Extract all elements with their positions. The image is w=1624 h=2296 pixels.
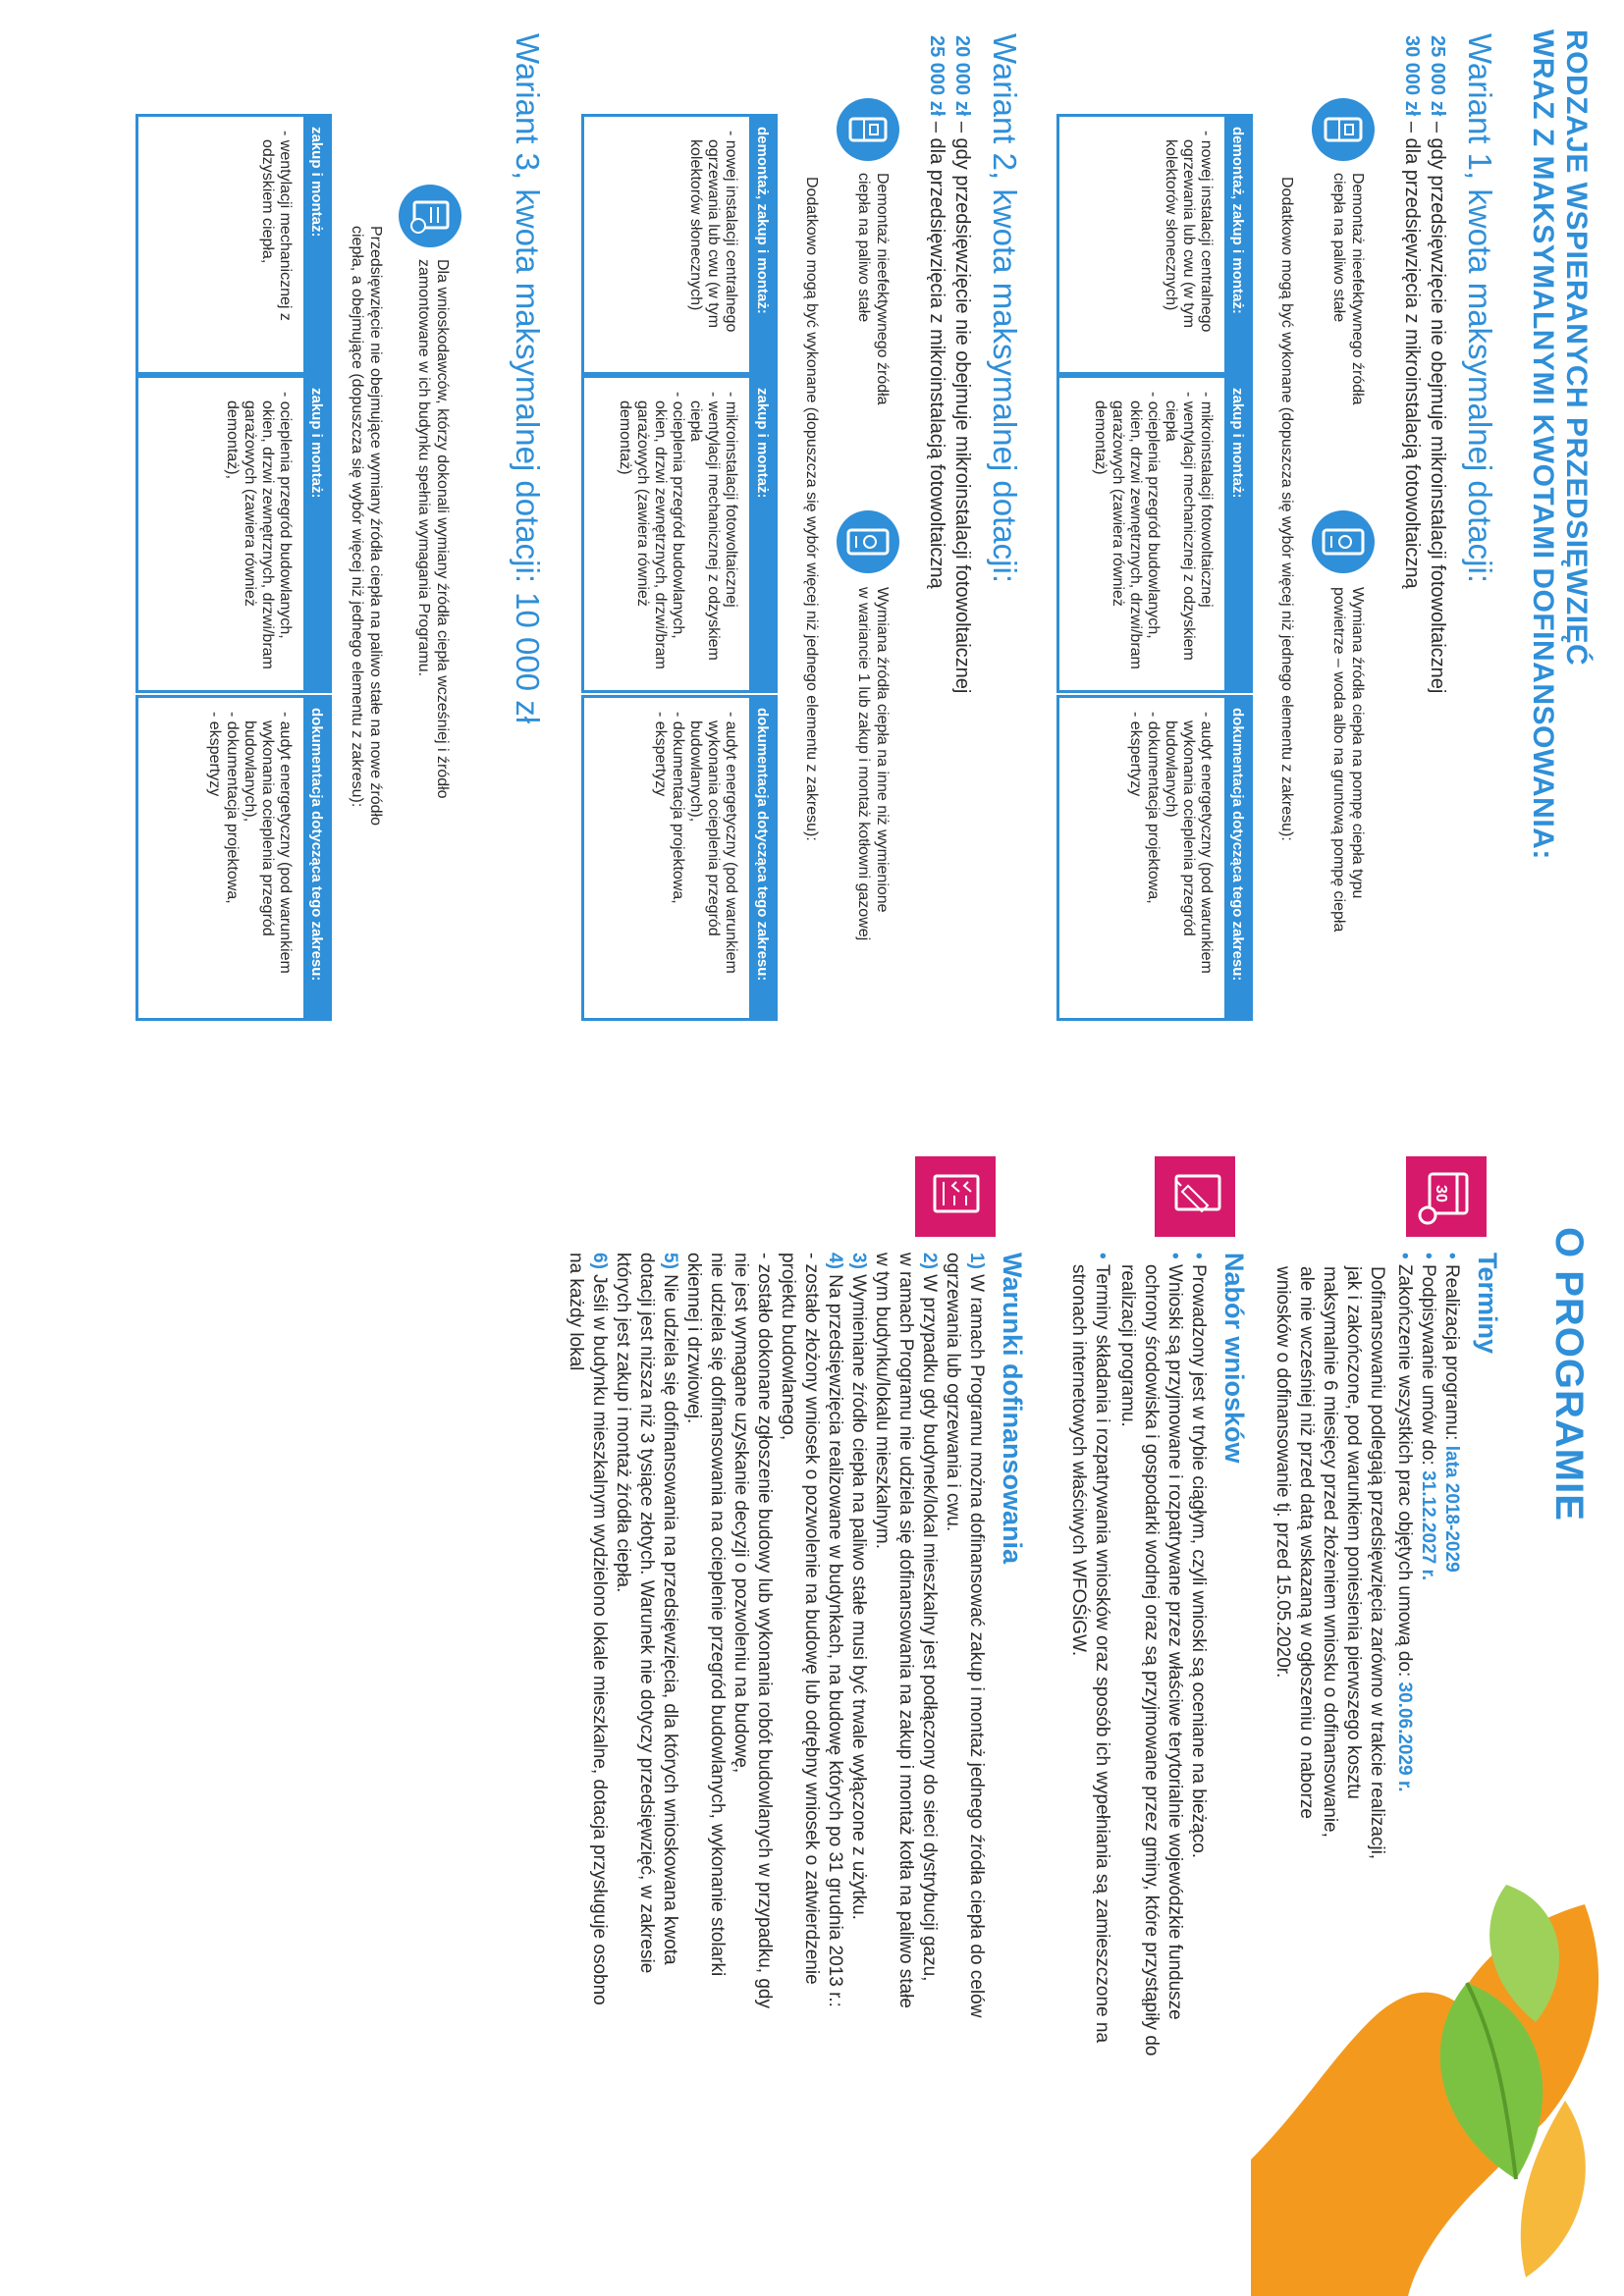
- box-list-item: - dokumentacja projektowa,: [1144, 712, 1162, 1010]
- warunki-line: [681, 1253, 705, 2017]
- warunki-line-text: W ramach Programu można dofinansować zakup i montaż jednego źródła ciepła do celów: [966, 1268, 987, 2018]
- box-list-item: - ocieplenia przegród budowlanych, okien, drzwi zewnętrznych, drzwi/bram garażowych (zawiera również demontaż): [1091, 392, 1162, 682]
- warunki-list: [564, 1253, 988, 2017]
- nabor-title: Nabór wniosków: [1219, 1253, 1249, 1464]
- terminy-paragraph: [1271, 1266, 1388, 1859]
- warunki-line-text: ogrzewania lub ogrzewania i cwu.: [943, 1253, 963, 1532]
- terminy-para-line: ale nie wcześniej niż przed datą wskazaną w ogłoszeniu o naborze: [1296, 1266, 1317, 1819]
- terminy-l2-text: Podpisywanie umów do:: [1418, 1263, 1438, 1471]
- warunki-line-text: dotacji jest niższa niż 3 tysiące złotych. Warunek nie dotyczy przedsięwzięć, w zakresie: [636, 1253, 657, 1974]
- box-list-item: - audyt energetyczny (pod warunkiem wykonania ocieplenia przegród budowlanych),: [241, 712, 294, 1010]
- variant2-item1: [854, 173, 892, 405]
- calendar-icon: [1406, 1156, 1487, 1237]
- nabor-b3-line-text: Terminy składania i rozpatrywania wniosków oraz sposób ich wypełniania są zamieszczone na: [1092, 1263, 1112, 2044]
- warunki-line-number: 6): [589, 1253, 610, 1269]
- warunki-line-text: projektu budowlanego,: [778, 1253, 798, 1441]
- terminy-para-line: jak i zakończone, pod warunkiem poniesienia pierwszego kosztu: [1343, 1266, 1364, 1799]
- warunki-line-text: w tym budynku/lokalu mieszkalnym.: [872, 1253, 893, 1549]
- variant2-amount1-text: – gdy przedsięwzięcie nie obejmuje mikroinstalacji fotowoltaicznej: [951, 116, 973, 694]
- box-list: [1126, 698, 1215, 1018]
- terminy-realizacja: [1439, 1253, 1463, 1573]
- box-header: demontaż, zakup i montaż:: [1224, 117, 1250, 372]
- variant2-item1-line2: ciepła na paliwo stałe: [855, 173, 872, 323]
- heat-pump-icon: [1312, 510, 1375, 573]
- variant2-item1-line1: Demontaż nieefektywnego źródła: [874, 173, 891, 405]
- box-list: [205, 698, 294, 1018]
- nabor-bullet1: [1186, 1253, 1210, 1858]
- box-list-item: - ekspertyzy: [205, 712, 223, 1010]
- box-list: [651, 698, 739, 1018]
- boiler-icon: [837, 510, 899, 573]
- box-list-item: - mikroinstalacji fotowoltaicznej: [722, 392, 739, 682]
- terminy-zakonczenie: [1392, 1253, 1416, 1792]
- box-header: dokumentacja dotycząca tego zakresu:: [303, 698, 329, 1018]
- warunki-line: [917, 1253, 941, 2017]
- warunki-line: [799, 1253, 823, 2017]
- variant2-box-zakup: [581, 375, 778, 693]
- box-list-item: - mikroinstalacji fotowoltaicznej: [1197, 392, 1215, 682]
- box-list-item: - nowej instalacji centralnego ogrzewania lub cwu (w tym kolektorów słonecznych): [1162, 131, 1215, 364]
- nabor-bullet3: [1066, 1253, 1113, 2043]
- terminy-podpisywanie: [1416, 1253, 1439, 1580]
- variant1-box-demontaz: [1056, 114, 1253, 375]
- warunki-line-text: okiennej i drzwiowej.: [683, 1253, 704, 1424]
- variant2-amount1-value: 20 000 zł: [951, 35, 973, 117]
- variant3-desc-line1: Dla wnioskodawców, którzy dokonali wymiany źródła ciepła wcześniej i źródło: [434, 259, 451, 799]
- box-header: dokumentacja dotycząca tego zakresu:: [749, 698, 775, 1018]
- variant2-item2: [854, 587, 892, 940]
- box-list-item: - ekspertyzy: [651, 712, 669, 1010]
- calendar-icon-text: 30: [1433, 1185, 1449, 1202]
- variant1-amount2: [1398, 35, 1426, 589]
- terminy-l3-text: Zakończenie wszystkich prac objętych umową do:: [1394, 1263, 1415, 1682]
- variant1-extra-note: Dodatkowo mogą być wykonane (dopuszcza się wybór więcej niż jednego elementu z zakresu):: [1278, 177, 1295, 841]
- box-header: zakup i montaż:: [1224, 378, 1250, 690]
- variant1-item1-line2: ciepła na paliwo stałe: [1330, 173, 1347, 323]
- bullet-dot: •: [1188, 1253, 1209, 1264]
- warunki-line-text: nie udziela się dofinansowania na ocieplenie przegród budowlanych, wykonanie stolarki: [707, 1253, 728, 1977]
- variant3-title: Wariant 3, kwota maksymalnej dotacji: 10 000 zł: [510, 33, 546, 724]
- warunki-line: [658, 1253, 681, 2017]
- variant2-item2-line1: Wymiana źródła ciepła na inne niż wymienione: [874, 587, 891, 913]
- nabor-b1-text: Prowadzony jest w trybie ciągłym, czyli wnioski są oceniane na bieżąco.: [1188, 1263, 1209, 1859]
- warunki-line: [941, 1253, 964, 2017]
- warunki-line: [846, 1253, 870, 2017]
- checklist-icon: [915, 1156, 996, 1237]
- box-list: [686, 117, 739, 372]
- box-list-item: - audyt energetyczny (pod warunkiem wykonania ocieplenia przegród budowlanych),: [686, 712, 739, 1010]
- box-list-item: - wentylacji mechanicznej z odzyskiem ciepła,: [258, 131, 294, 364]
- types-heading-line1: RODZAJE WSPIERANYCH PRZEDSIĘWZIĘĆ: [1560, 29, 1593, 667]
- nabor-b2-line: realizacji programu.: [1117, 1264, 1138, 1427]
- warunki-line-text: - zostało złożony wniosek o pozwolenie na budowę lub odrębny wniosek o zatwierdzenie: [801, 1253, 822, 1985]
- warunki-line-number: 5): [660, 1253, 680, 1269]
- variant2-amount2-value: 25 000 zł: [926, 35, 947, 117]
- variant2-amount1: [948, 35, 976, 693]
- variant2-box-dokumentacja: [581, 695, 778, 1021]
- variant1-box-dokumentacja: [1056, 695, 1253, 1021]
- terminy-l1-text: Realizacja programu:: [1441, 1263, 1462, 1446]
- nabor-b2-line-text: Wnioski są przyjmowane i rozpatrywane przez właściwe terytorialnie wojewódzkie fundusze: [1164, 1263, 1185, 2020]
- bullet-dot: •: [1394, 1253, 1415, 1264]
- box-list: [223, 378, 294, 690]
- variant1-item2: [1329, 587, 1367, 932]
- variant2-amount2: [923, 35, 950, 589]
- variant2-item2-line2: w wariancie 1 lub zakup i montaż kotłowni gazowej: [855, 587, 872, 941]
- variant1-box-zakup: [1056, 375, 1253, 693]
- hand-leaves-icon: [1251, 1865, 1624, 2296]
- box-list-item: - ocieplenia przegród budowlanych, okien, drzwi zewnętrznych, drzwi/bram garażowych (zawiera również demontaż): [616, 392, 686, 682]
- box-list-item: - ekspertyzy: [1126, 712, 1144, 1010]
- variant1-item1: [1329, 173, 1367, 405]
- box-list-item: - dokumentacja projektowa,: [669, 712, 686, 1010]
- bullet-dot: •: [1418, 1253, 1438, 1264]
- variant3-extra-line2: ciepła, a obejmujące (dopuszcza się wybór więcej niż jednego elementu z zakresu):: [349, 226, 365, 808]
- warunki-line-number: 4): [825, 1253, 845, 1269]
- box-list-item: - ocieplenia przegród budowlanych, okien, drzwi zewnętrznych, drzwi/bram garażowych (zawiera również demontaż),: [223, 392, 294, 682]
- terminy-para-line: maksymalnie 6 miesięcy przed złożeniem wniosku o dofinansowanie,: [1320, 1266, 1340, 1838]
- warunki-line: [729, 1253, 752, 2017]
- box-list-item: - wentylacji mechanicznej z odzyskiem ciepła: [1162, 392, 1197, 682]
- warunki-line-number: 1): [966, 1253, 987, 1269]
- box-header: zakup i montaż:: [303, 378, 329, 690]
- warunki-line-number: 3): [848, 1253, 869, 1269]
- warunki-line: [564, 1253, 587, 2017]
- terminy-l2-value: 31.12.2027 r.: [1418, 1470, 1438, 1581]
- variant1-amount1-text: – gdy przedsięwzięcie nie obejmuje mikroinstalacji fotowoltaicznej: [1427, 116, 1448, 694]
- warunki-line: [964, 1253, 988, 2017]
- bullet-dot: •: [1164, 1253, 1185, 1264]
- warunki-line: [611, 1253, 634, 2017]
- nabor-b2-line: [1163, 1253, 1186, 2056]
- warunki-line: [752, 1253, 776, 2017]
- warunki-line-text: w ramach Programu nie udziela się dofinansowania na zakup i montaż kotła na paliwo stałe: [895, 1253, 916, 2008]
- document-check-icon: [399, 185, 461, 247]
- warunki-line-text: Jeśli w budynku mieszkalnym wydzielono lokale mieszkalne, dotacja przysługuje osobno: [589, 1268, 610, 2005]
- application-form-icon: [1155, 1156, 1235, 1237]
- stove-icon: [1312, 98, 1375, 161]
- nabor-b3-line: [1090, 1253, 1113, 2043]
- variant1-amount1: [1424, 35, 1451, 693]
- warunki-line: [634, 1253, 658, 2017]
- warunki-line-text: których jest zakup i montaż źródła ciepła.: [613, 1253, 633, 1593]
- o-programie-title: O PROGRAMIE: [1547, 1227, 1591, 1522]
- terminy-para-line: Dofinansowaniu podlegają przedsięwzięcia zarówno w trakcie realizacji,: [1367, 1266, 1387, 1860]
- variant1-amount2-text: – dla przedsięwzięcia z mikroinstalacją fotowoltaiczną: [1401, 116, 1423, 589]
- warunki-line: [705, 1253, 729, 2017]
- variant1-item2-line1: Wymiana źródła ciepła na pompę ciepła typu: [1349, 587, 1366, 899]
- variant1-amount2-value: 30 000 zł: [1401, 35, 1423, 117]
- bullet-dot: •: [1092, 1253, 1112, 1264]
- box-list-item: - audyt energetyczny (pod warunkiem wykonania ocieplenia przegród budowlanych): [1162, 712, 1215, 1010]
- warunki-line: [893, 1253, 917, 2017]
- box-list: [616, 378, 739, 690]
- warunki-line-text: Wymieniane źródło ciepła na paliwo stałe musi być trwale wyłączone z użytku.: [848, 1268, 869, 1920]
- terminy-para-line: wniosków o dofinansowanie tj. przed 15.05.2020r.: [1272, 1266, 1293, 1679]
- variant3-extra-line1: Przedsięwzięcie nie obejmujące wymiany źródła ciepła na paliwo stałe na nowe źródło: [367, 226, 384, 826]
- variant3-box-dokumentacja: [135, 695, 332, 1021]
- variant1-amount1-value: 25 000 zł: [1427, 35, 1448, 117]
- warunki-line-text: Nie udziela się dofinansowania na przedsięwzięcia, dla których wnioskowana kwota: [660, 1268, 680, 1965]
- nabor-bullet2: [1115, 1253, 1186, 2056]
- variant1-title: Wariant 1, kwota maksymalnej dotacji:: [1462, 33, 1498, 583]
- box-list: [1091, 378, 1215, 690]
- variant2-box-demontaz: [581, 114, 778, 375]
- warunki-line-text: - zostało dokonane zgłoszenie budowy lub wykonania robót budowlanych w przypadku, gdy: [754, 1253, 775, 2008]
- terminy-l1-value: lata 2018-2029: [1441, 1445, 1462, 1573]
- box-list-item: - dokumentacja projektowa,: [223, 712, 241, 1010]
- warunki-line-text: nie jest wymagane uzyskanie decyzji o pozwoleniu na budowę,: [731, 1253, 751, 1774]
- variant3-box-ocieplenie: [135, 375, 332, 693]
- variant2-extra-note: Dodatkowo mogą być wykonane (dopuszcza się wybór więcej niż jednego elementu z zakresu):: [803, 177, 820, 841]
- box-list-item: - wentylacji mechanicznej z odzyskiem ciepła: [686, 392, 722, 682]
- nabor-b2-line: ochrony środowiska i gospodarki wodnej oraz są przyjmowane przez gminy, które przystąpiły do: [1141, 1264, 1162, 2056]
- variant1-item1-line1: Demontaż nieefektywnego źródła: [1349, 173, 1366, 405]
- warunki-line-text: na każdy lokal: [566, 1253, 586, 1371]
- nabor-b3-line: stronach internetowych właściwych WFOŚiGW.: [1068, 1264, 1089, 1657]
- warunki-line-text: Na przedsięwzięcia realizowane w budynkach, na budowę których po 31 grudnia 2013 r.:: [825, 1268, 845, 2007]
- variant3-desc-line2: zamontowane w ich budynku spełnia wymagania Programu.: [415, 259, 432, 677]
- warunki-line: [776, 1253, 799, 2017]
- box-list: [1162, 117, 1215, 372]
- box-list-item: - nowej instalacji centralnego ogrzewania lub cwu (w tym kolektorów słonecznych): [686, 131, 739, 364]
- types-heading-line2: WRAZ Z MAKSYMALNYMI KWOTAMI DOFINANSOWANIA:: [1527, 29, 1559, 860]
- variant2-title: Wariant 2, kwota maksymalnej dotacji:: [987, 33, 1023, 583]
- warunki-title: Warunki dofinansowania: [998, 1253, 1027, 1565]
- terminy-title: Terminy: [1473, 1253, 1502, 1355]
- terminy-l3-value: 30.06.2029 r.: [1394, 1682, 1415, 1792]
- variant3-extra-note: [348, 226, 385, 826]
- warunki-line-text: W przypadku gdy budynek/lokal mieszkalny jest podłączony do sieci dystrybucji gazu,: [919, 1268, 940, 1982]
- furnace-icon: [837, 98, 899, 161]
- box-header: dokumentacja dotycząca tego zakresu:: [1224, 698, 1250, 1018]
- variant1-item2-line2: powietrze – woda albo na gruntową pompę ciepła: [1330, 587, 1347, 933]
- warunki-line: [870, 1253, 893, 2017]
- variant3-description: [414, 259, 452, 799]
- box-header: zakup i montaż:: [749, 378, 775, 690]
- warunki-line-number: 2): [919, 1253, 940, 1269]
- box-list: [258, 117, 294, 372]
- warunki-line: [823, 1253, 846, 2017]
- variant2-amount2-text: – dla przedsięwzięcia z mikroinstalacją fotowoltaiczną: [926, 116, 947, 589]
- bullet-dot: •: [1441, 1253, 1462, 1264]
- box-header: demontaż, zakup i montaż:: [749, 117, 775, 372]
- box-header: zakup i montaż:: [303, 117, 329, 372]
- warunki-line: [587, 1253, 611, 2017]
- variant3-box-wentylacja: [135, 114, 332, 375]
